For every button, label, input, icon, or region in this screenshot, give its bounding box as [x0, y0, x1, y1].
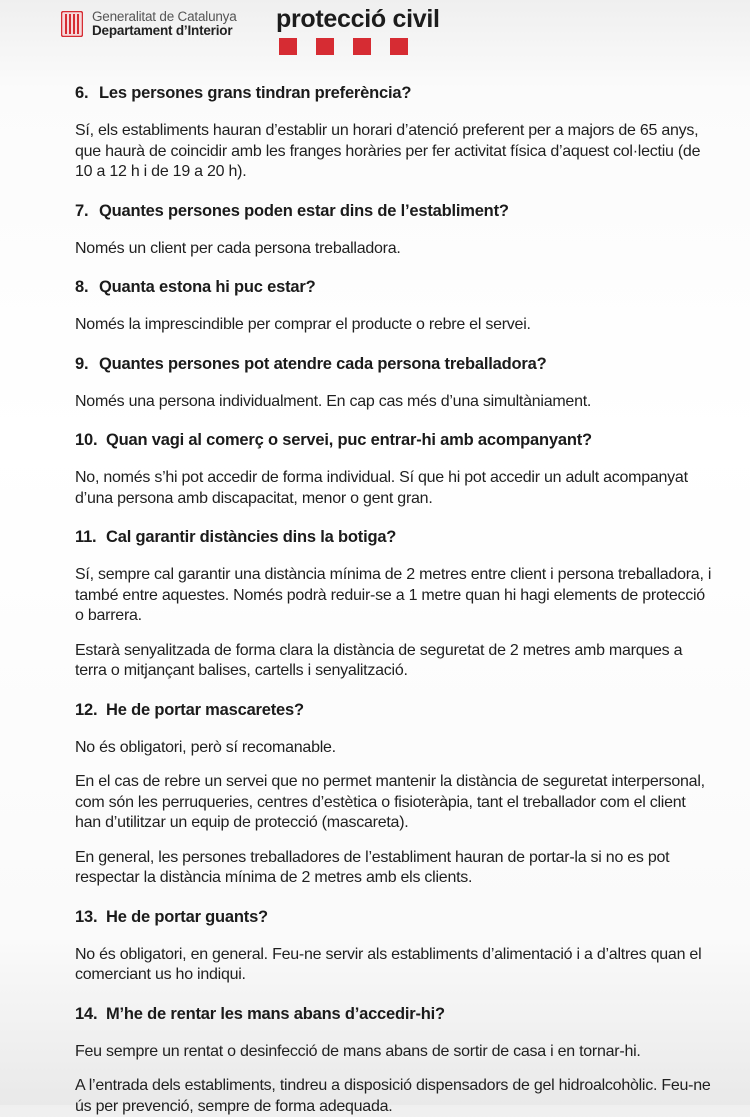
- spacer: [75, 927, 715, 945]
- spacer: [75, 183, 715, 201]
- brand-square: [279, 38, 297, 55]
- question-number: 9.: [75, 354, 89, 373]
- faq-question: [75, 201, 715, 221]
- government-name: [92, 10, 237, 38]
- faq-list: [75, 83, 715, 1117]
- faq-answer: No, només s’hi pot accedir de forma individual. Sí que hi pot accedir un adult acompanyat d’una persona amb discapacitat, menor o gent gran.: [75, 469, 688, 507]
- question-text: M’he de rentar les mans abans d’accedir-hi?: [106, 1004, 445, 1023]
- faq-answer: Només una persona individualment. En cap cas més d’una simultàniament.: [75, 392, 592, 410]
- faq-question: [75, 430, 715, 450]
- spacer: [75, 221, 715, 239]
- spacer: [75, 509, 715, 527]
- spacer: [75, 412, 715, 430]
- faq-answer: Només un client per cada persona treballadora.: [75, 239, 401, 257]
- faq-answer: Sí, els establiments hauran d’establir un horari d’atenció preferent per a majors de 65 anys, que haurà de coincidir amb les franges horàries per fer activitat física d’aquest col·lectiu (de 10 a 12 h i de 19 a 20 h).: [75, 122, 701, 180]
- spacer: [75, 374, 715, 392]
- spacer: [75, 1062, 715, 1076]
- faq-answer: No és obligatori, en general. Feu-ne servir als establiments d’alimentació i a d’altres quan el comerciant us ho indiqui.: [75, 945, 702, 983]
- spacer: [75, 450, 715, 468]
- question-number: 14.: [75, 1004, 98, 1023]
- question-number: 6.: [75, 84, 89, 102]
- brand-title: protecció civil: [276, 5, 440, 33]
- spacer: [75, 758, 715, 772]
- spacer: [75, 259, 715, 277]
- question-text: Quantes persones poden estar dins de l’establiment?: [99, 201, 509, 220]
- faq-question: [75, 1004, 715, 1024]
- question-text: Cal garantir distàncies dins la botiga?: [106, 528, 397, 546]
- question-number: 8.: [75, 278, 89, 296]
- spacer: [75, 547, 715, 565]
- government-line-2: Departament d’Interior: [92, 23, 233, 38]
- faq-answer: Sí, sempre cal garantir una distància mínima de 2 metres entre client i persona treballadora, i també entre aquestes. Només podrà reduir-se a 1 metre quan hi hagi elements de protecció o barrera.: [75, 566, 712, 624]
- question-number: 7.: [75, 201, 89, 220]
- spacer: [75, 720, 715, 738]
- senyera-shield-icon: [61, 11, 83, 37]
- faq-answer: A l’entrada dels establiments, tindreu a disposició dispensadors de gel hidroalcohòlic. Feu-ne ús per prevenció, sempre de forma adequada.: [75, 1077, 711, 1115]
- question-text: Quantes persones pot atendre cada persona treballadora?: [99, 354, 547, 373]
- spacer: [75, 986, 715, 1004]
- brand-squares-logo: [279, 38, 408, 55]
- spacer: [75, 1024, 715, 1042]
- faq-answer: Feu sempre un rentat o desinfecció de mans abans de sortir de casa i en tornar-hi.: [75, 1042, 641, 1060]
- faq-answer: Estarà senyalitzada de forma clara la distància de seguretat de 2 metres amb marques a terra o mitjançant balises, cartells i senyalització.: [75, 641, 683, 679]
- brand-square: [390, 38, 408, 55]
- faq-question: [75, 83, 715, 103]
- faq-answer: Només la imprescindible per comprar el producte o rebre el servei.: [75, 316, 531, 333]
- question-text: Quan vagi al comerç o servei, puc entrar-hi amb acompanyant?: [106, 431, 592, 449]
- faq-question: [75, 527, 715, 547]
- faq-answer: En el cas de rebre un servei que no permet mantenir la distància de seguretat interpersonal, com són les perruqueries, centres d’estètica o fisioteràpia, tant el treballador com el client han d’utilitzar un equip de protecció (mascareta).: [75, 773, 705, 831]
- faq-question: [75, 354, 715, 374]
- spacer: [75, 103, 715, 121]
- spacer: [75, 834, 715, 848]
- question-number: 11.: [75, 528, 97, 546]
- question-number: 13.: [75, 907, 98, 926]
- spacer: [75, 627, 715, 641]
- spacer: [75, 889, 715, 907]
- document-header: [0, 0, 750, 70]
- faq-answer: No és obligatori, però sí recomanable.: [75, 738, 336, 756]
- brand-square: [316, 38, 334, 55]
- spacer: [75, 682, 715, 700]
- question-number: 10.: [75, 431, 98, 449]
- question-number: 12.: [75, 700, 98, 719]
- spacer: [75, 297, 715, 315]
- question-text: Les persones grans tindran preferència?: [99, 84, 412, 102]
- faq-answer: En general, les persones treballadores de l’establiment hauran de portar-la si no es pot respectar la distància mínima de 2 metres amb els clients.: [75, 848, 670, 886]
- question-text: He de portar mascaretes?: [106, 700, 304, 719]
- question-text: He de portar guants?: [106, 907, 268, 926]
- government-line-1: Generalitat de Catalunya: [92, 9, 237, 24]
- brand-square: [353, 38, 371, 55]
- faq-question: [75, 700, 715, 720]
- question-text: Quanta estona hi puc estar?: [99, 278, 316, 296]
- faq-question: [75, 277, 715, 297]
- faq-question: [75, 907, 715, 927]
- spacer: [75, 336, 715, 354]
